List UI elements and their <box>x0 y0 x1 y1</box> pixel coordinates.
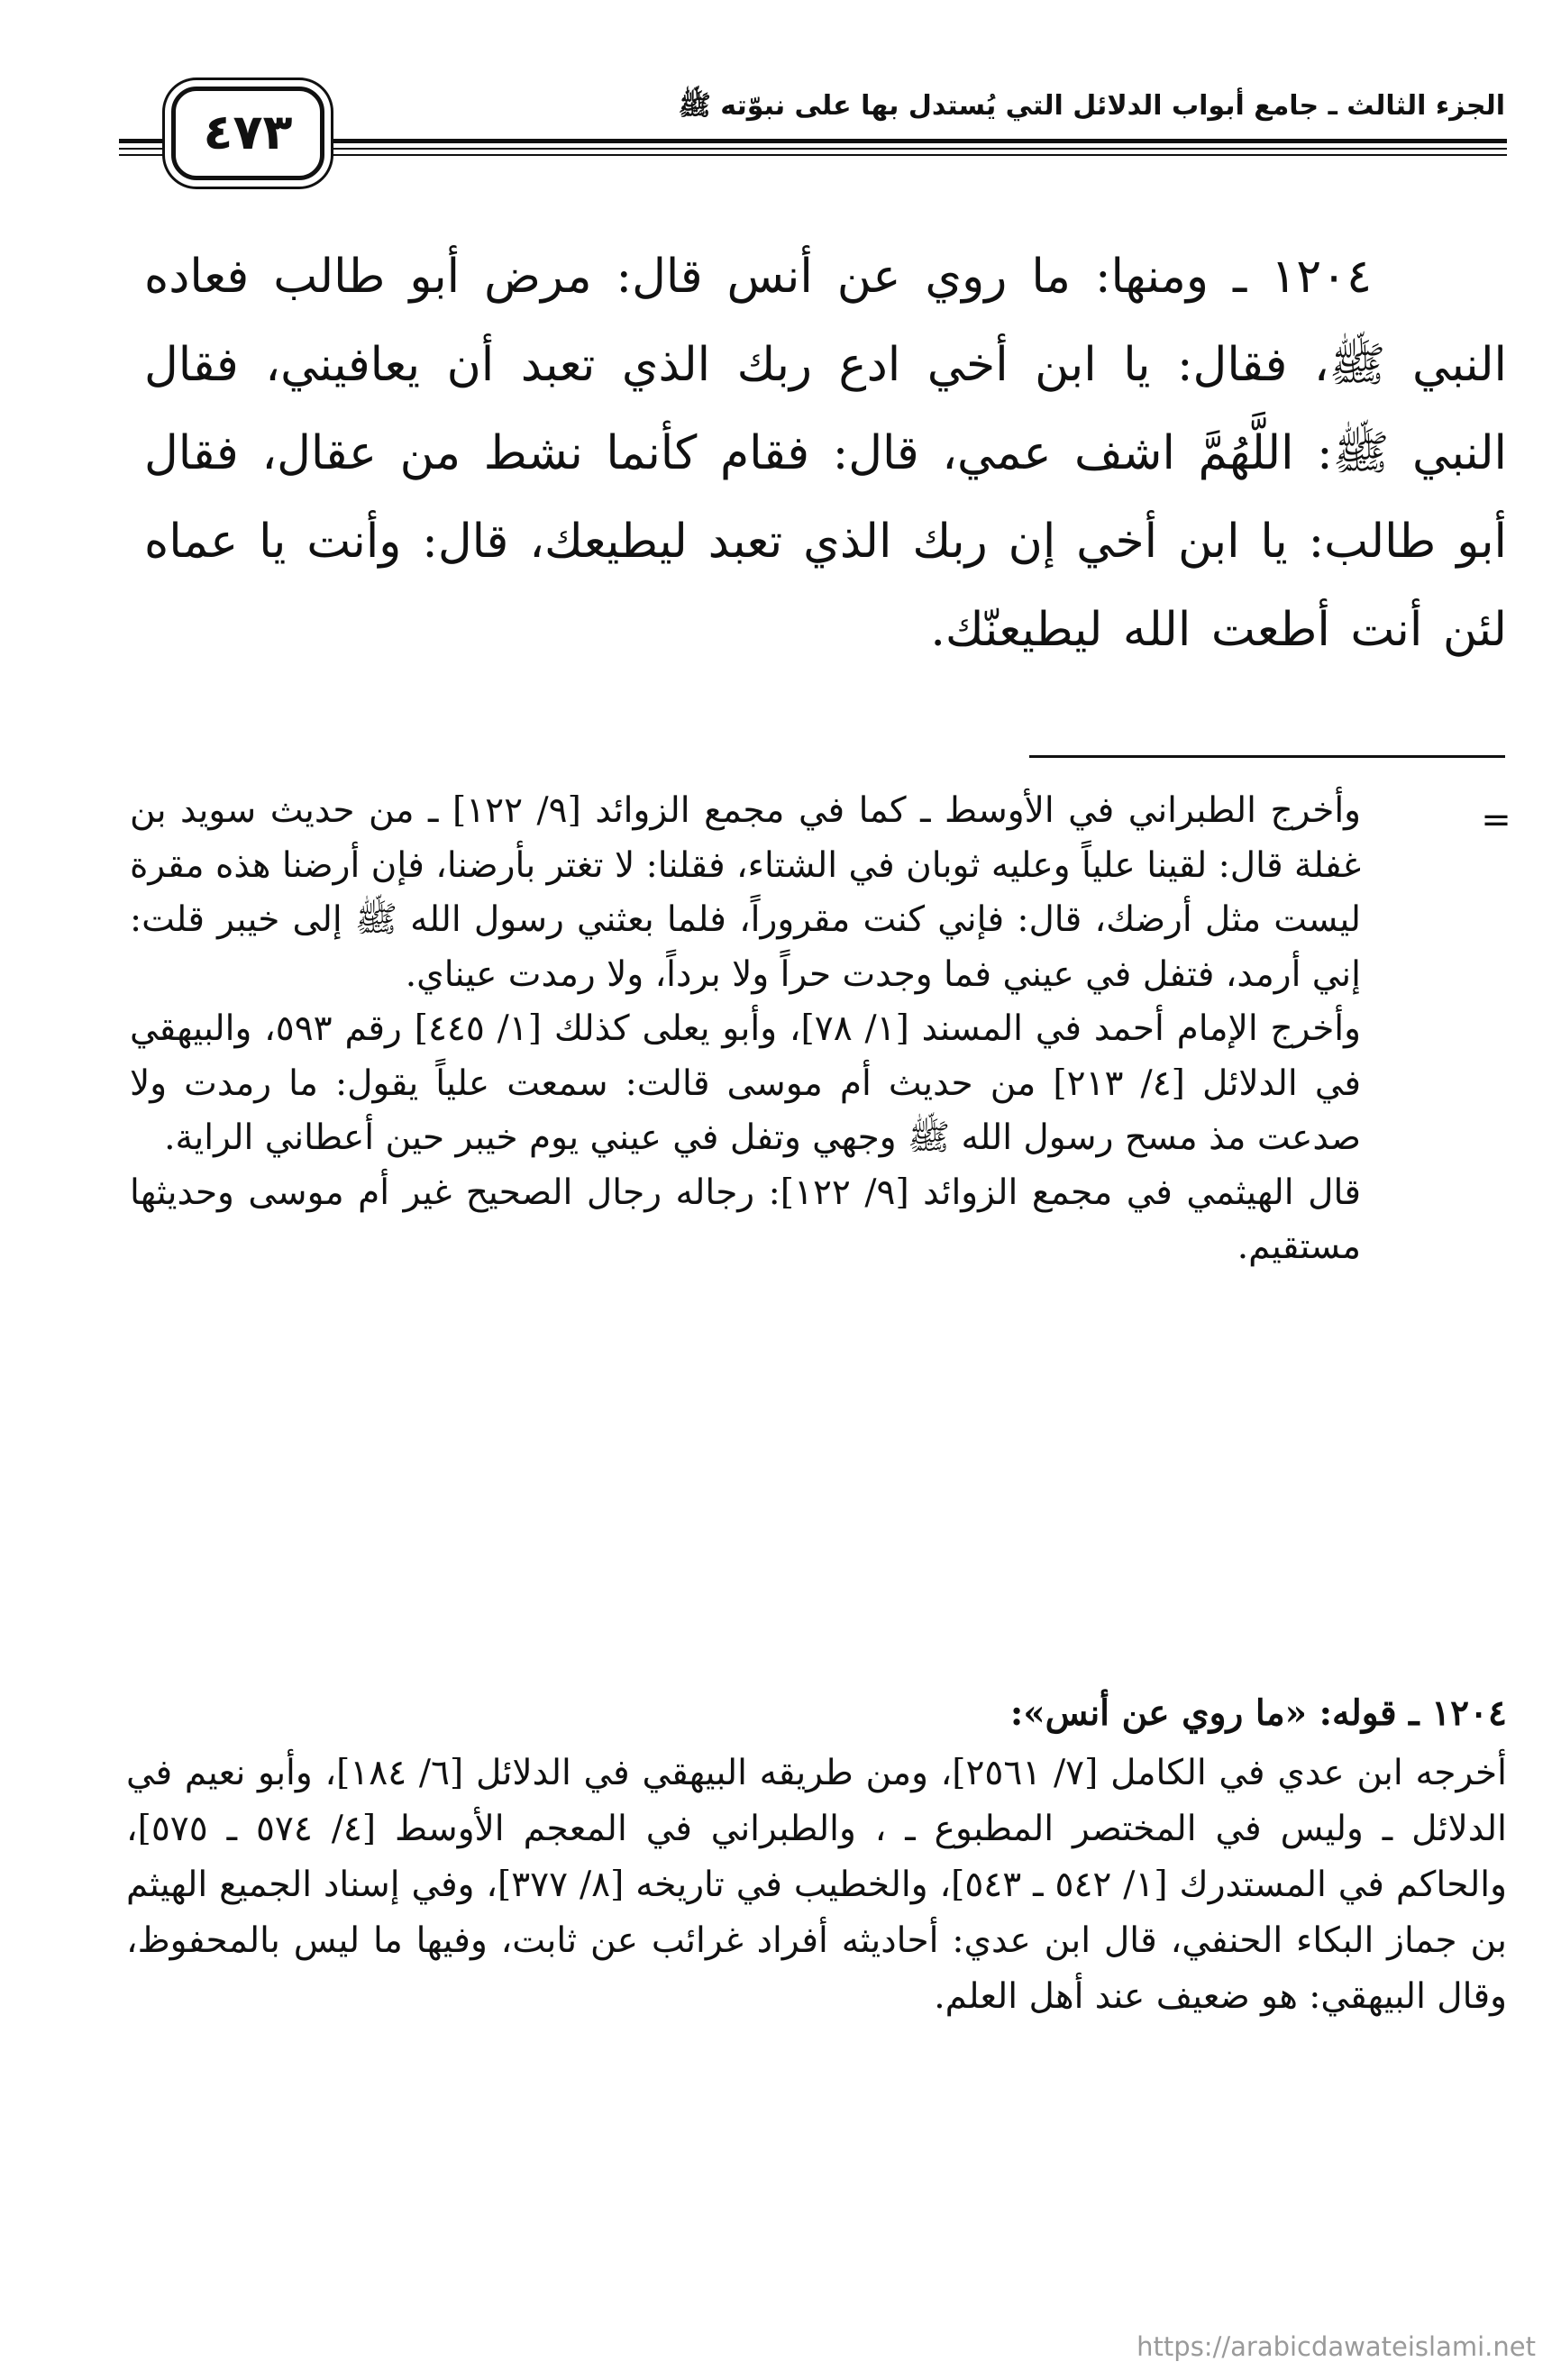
commentary-lead <box>126 1685 1507 1742</box>
header-rule-thin-lower <box>119 154 1507 156</box>
footnote-paragraph: وأخرج الإمام أحمد في المسند [١/ ٧٨]، وأبو يعلى كذلك [١/ ٤٤٥] رقم ٥٩٣، والبيهقي في الدلائل [٤/ ٢١٣] من حديث أم موسى قالت: سمعت علياً يقول: ما رمدت ولا صدعت مذ مسح رسول الله ﷺ وجهي وتفل في عيني يوم خيبر حين أعطاني الراية. <box>130 1008 1361 1158</box>
footnote-paragraph: قال الهيثمي في مجمع الزوائد [٩/ ١٢٢]: رجاله رجال الصحيح غير أم موسى وحديثها مستقيم. <box>130 1172 1361 1267</box>
page-number-badge <box>171 87 324 180</box>
page-number: ٤٧٣ <box>203 104 293 160</box>
commentary-paragraph: أخرجه ابن عدي في الكامل [٧/ ٢٥٦١]، ومن طريقه البيهقي في الدلائل [٦/ ١٨٤]، وأبو نعيم في الدلائل ـ وليس في المختصر المطبوع ـ ، والطبراني في المعجم الأوسط [٤/ ٥٧٤ ـ ٥٧٥]، والحاكم في المستدرك [١/ ٥٤٢ ـ ٥٤٣]، والخطيب في تاريخه [٨/ ٣٧٧]، وفي إسناد الجميع الهيثم بن جماز البكاء الحنفي، قال ابن عدي: أحاديثه أفراد غرائب عن ثابت، وفيها ما ليس بالمحفوظ، وقال البيهقي: هو ضعيف عند أهل العلم. <box>126 1753 1507 2017</box>
footnote-paragraph: وأخرج الطبراني في الأوسط ـ كما في مجمع الزوائد [٩/ ١٢٢] ـ من حديث سويد بن غفلة قال: لقينا علياً وعليه ثوبان في الشتاء، فقلنا: لا تغتر بأرضنا، فإن أرضنا هذه مقرة ليست مثل أرضك، قال: فإني كنت مقروراً، فلما بعثني رسول الله ﷺ إلى خيبر قلت: إني أرمد، فتفل في عيني فما وجدت حراً ولا برداً، ولا رمدت عيناي. <box>130 790 1361 995</box>
footnotes <box>130 784 1361 1275</box>
commentary <box>126 1685 1507 2025</box>
footnote-divider <box>1029 755 1505 758</box>
commentary-lead-title: قوله: «ما روي عن أنس»: <box>1009 1692 1397 1734</box>
running-title: الجزء الثالث ـ جامع أبواب الدلائل التي يُستدل بها على نبوّته ﷺ <box>678 90 1505 122</box>
main-paragraph: ١٢٠٤ ـ ومنها: ما روي عن أنس قال: مرض أبو طالب فعاده النبي ﷺ، فقال: يا ابن أخي ادع ربك الذي تعبد أن يعافيني، فقال النبي ﷺ: اللَّهُمَّ اشف عمي، قال: فقام كأنما نشط من عقال، فقال أبو طالب: يا ابن أخي إن ربك الذي تعبد ليطيعك، قال: وأنت يا عماه لئن أنت أطعت الله ليطيعنّك. <box>144 250 1507 657</box>
commentary-lead-number: ١٢٠٤ ـ <box>1396 1692 1507 1734</box>
header-rule-thin <box>119 148 1507 150</box>
header-rule-thick <box>119 139 1507 143</box>
continuation-mark: = <box>1481 799 1511 841</box>
watermark: https://arabicdawateislami.net <box>1137 2331 1536 2362</box>
main-text <box>144 233 1507 674</box>
